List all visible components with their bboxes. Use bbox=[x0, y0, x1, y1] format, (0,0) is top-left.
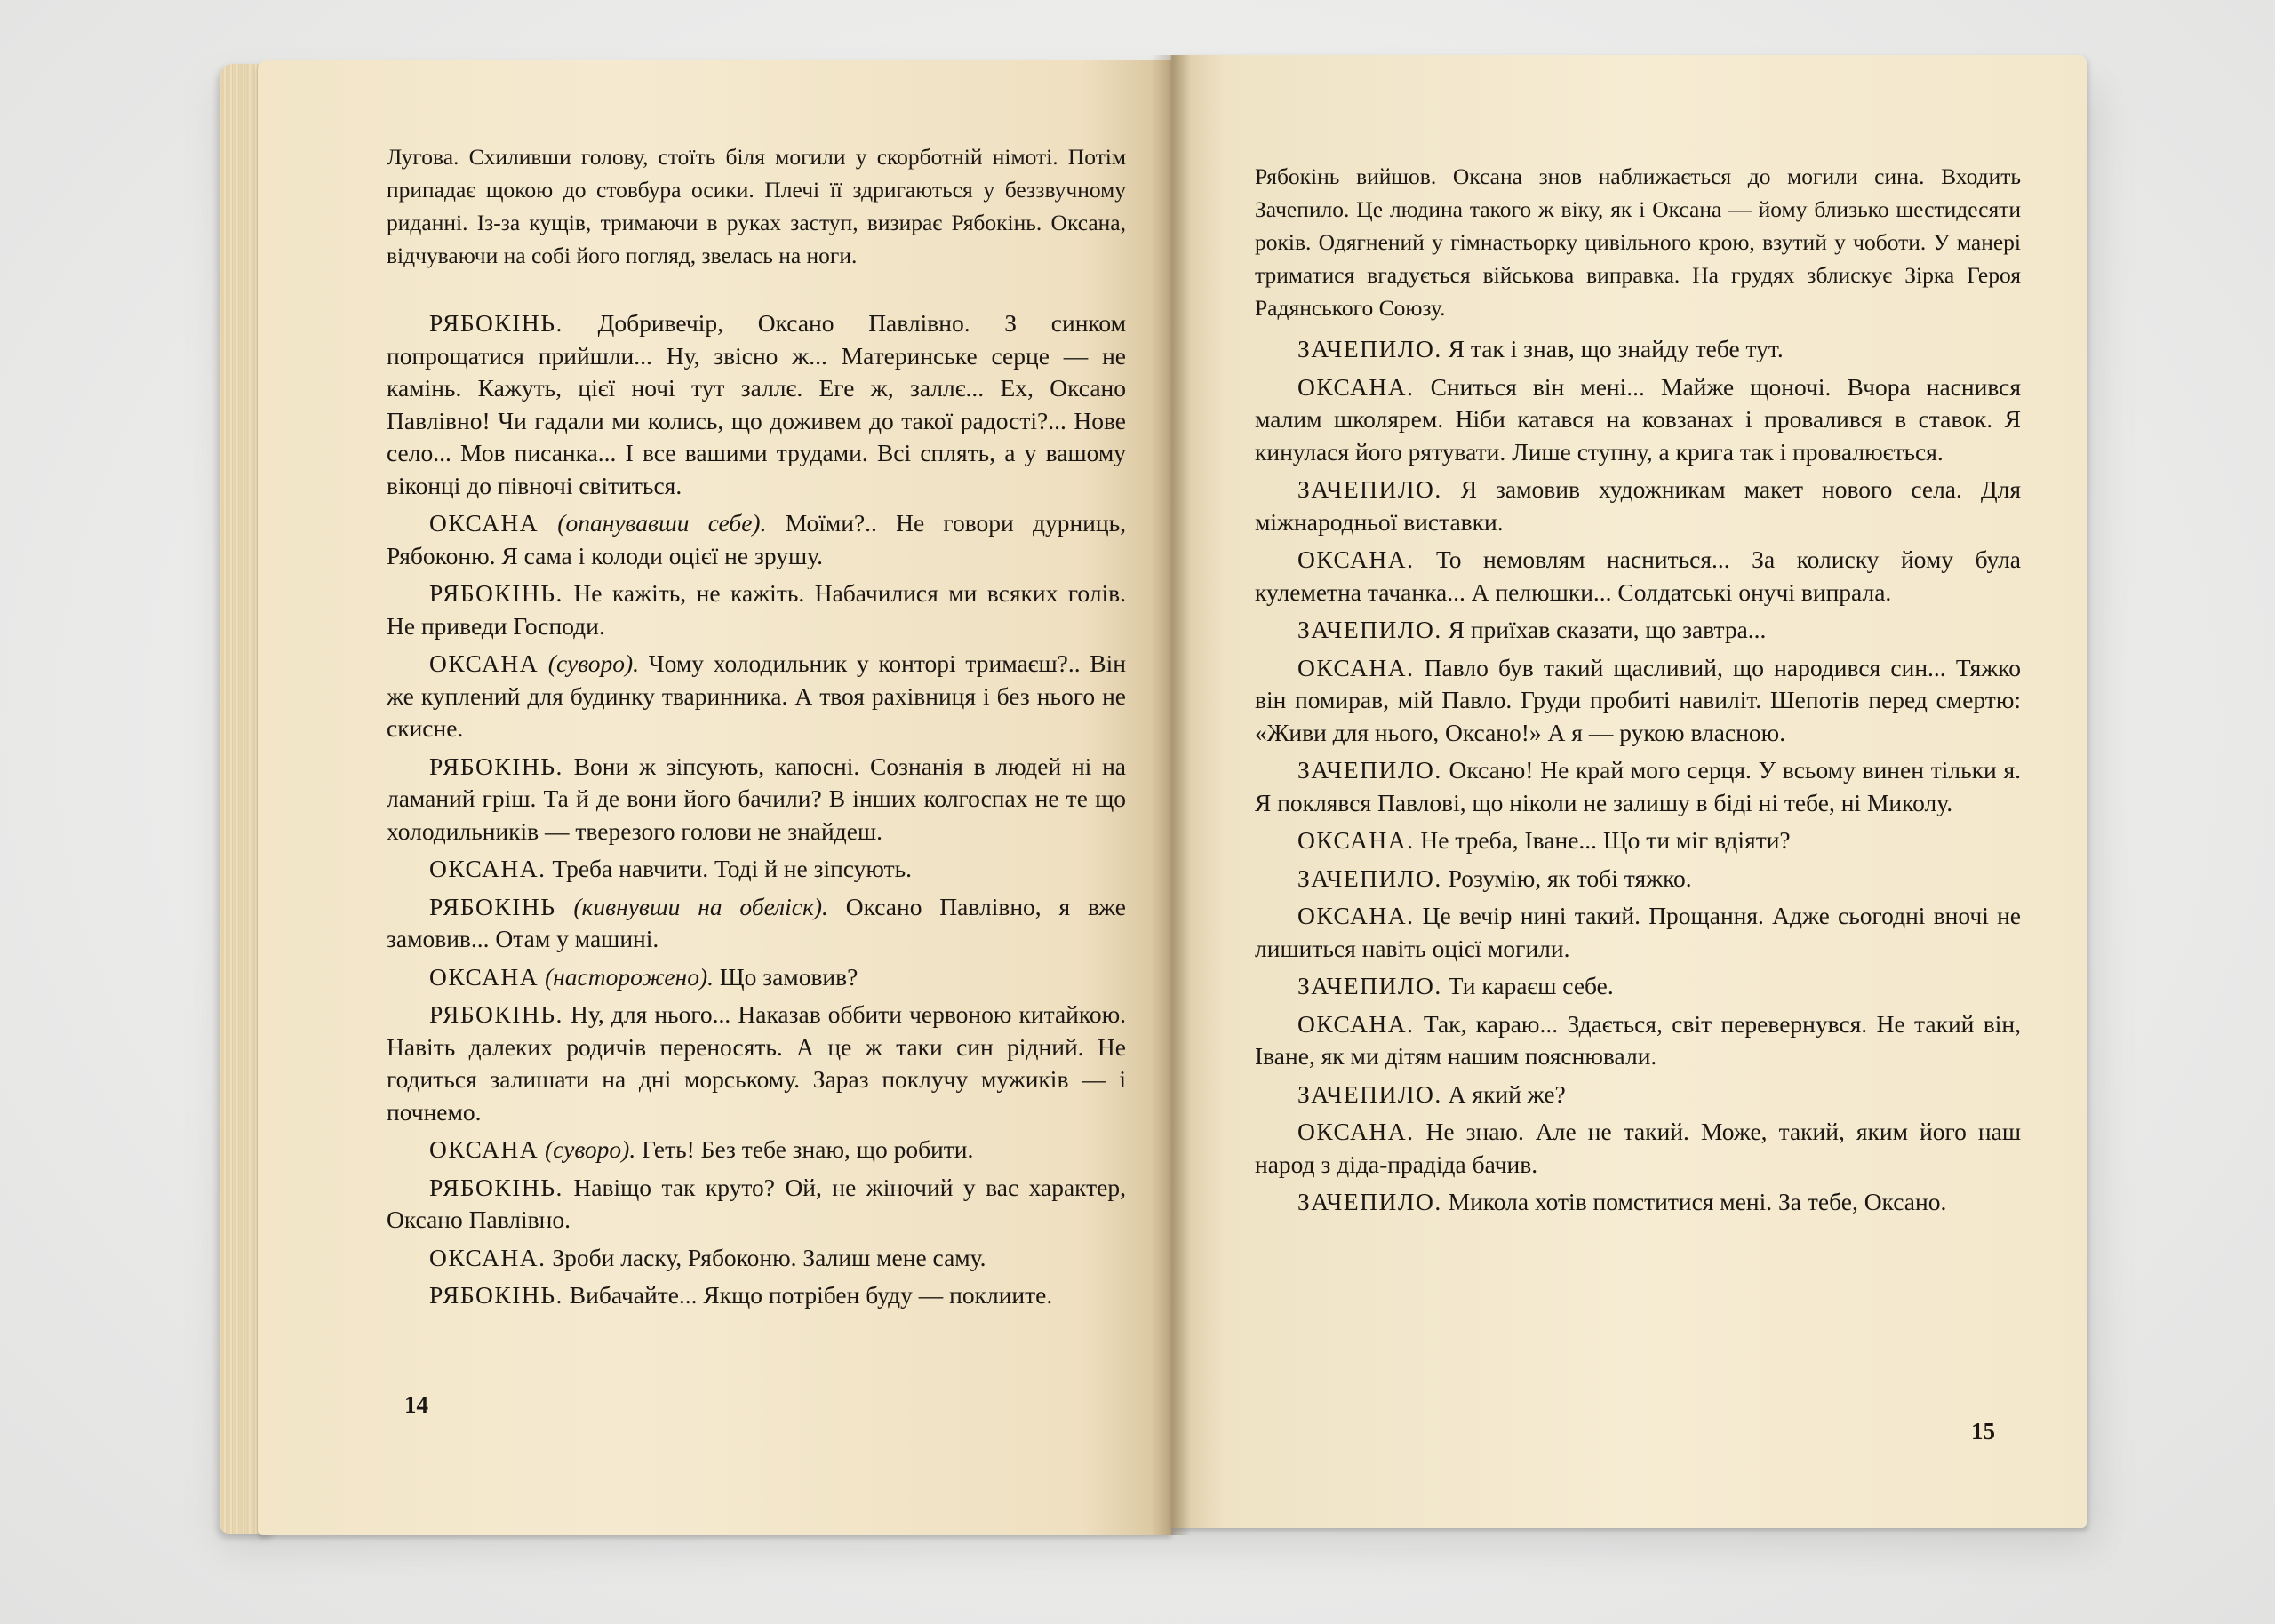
dialogue-text: Вибачайте... Якщо потрібен буду — поклиите. bbox=[569, 1281, 1053, 1309]
speaker-name: ЗАЧЕПИЛО. bbox=[1297, 756, 1442, 784]
dialogue-line bbox=[1255, 474, 2021, 538]
dialogue-text: Не треба, Іване... Що ти міг вдіяти? bbox=[1420, 826, 1791, 854]
speaker-name: ЗАЧЕПИЛО. bbox=[1297, 1188, 1442, 1215]
dialogue-line bbox=[1255, 970, 2021, 1003]
stage-direction: Лугова. Схиливши голову, стоїть біля могили у скорботній німоті. Потім припадає щокою до стовбура осики. Плечі її здригаються у беззвучному риданні. Із-за кущів, тримаючи в руках заступ, визирає Рябокінь. Оксана, відчуваючи на собі його погляд, звелась на ноги. bbox=[387, 144, 1126, 268]
dialogue-line bbox=[387, 853, 1126, 886]
speaker-name: ОКСАНА. bbox=[429, 1243, 547, 1271]
speaker-name: ОКСАНА. bbox=[1297, 1118, 1415, 1145]
dialogue-line bbox=[1255, 371, 2021, 469]
left-page bbox=[258, 60, 1171, 1535]
speaker-name: ОКСАНА. bbox=[1297, 902, 1415, 929]
dialogue-line bbox=[387, 891, 1126, 956]
dialogue-line bbox=[387, 1134, 1126, 1166]
dialogue-text: Микола хотів помститися мені. За тебе, Оксано. bbox=[1448, 1188, 1947, 1215]
dialogue-line bbox=[1255, 863, 2021, 896]
stage-remark: (суворо). bbox=[547, 649, 640, 677]
dialogue-text: А який же? bbox=[1448, 1079, 1566, 1108]
speaker-name: ОКСАНА bbox=[429, 962, 539, 991]
dialogue-line bbox=[1255, 614, 2021, 647]
dialogue-text: Ти караєш себе. bbox=[1448, 972, 1614, 999]
dialogue-text: Оксано Павлівно, я вже замовив... Отам у машині. bbox=[387, 892, 1127, 952]
dialogue-line bbox=[1255, 1186, 2021, 1219]
dialogue-line bbox=[1255, 1116, 2021, 1181]
page-number: 14 bbox=[404, 1391, 428, 1418]
left-page-text bbox=[387, 140, 1126, 1318]
dialogue-line bbox=[387, 1242, 1126, 1275]
speaker-name: ОКСАНА bbox=[429, 509, 539, 537]
dialogue-text: Добривечір, Оксано Павлівно. З синком попрощатися прийшли... Ну, звісно ж... Материнське серце — не камінь. Кажуть, цієї ночі тут заллє. Еге ж, заллє... Ех, Оксано Павлівно! Чи гадали ми колись, що доживем до такої радості?... Нове село... Мов писанка... І все вашими трудами. Всі сплять, а у вашому віконці до півночі світиться. bbox=[387, 309, 1127, 499]
dialogue-text: Оксано! Не край мого серця. У всьому винен тільки я. Я поклявся Павлові, що ніколи не залишу в біді ні тебе, ні Миколу. bbox=[1255, 756, 2022, 816]
dialogue-line bbox=[1255, 1008, 2021, 1073]
stage-remark: (опанувавши себе). bbox=[557, 509, 767, 537]
speaker-name: РЯБОКІНЬ. bbox=[429, 579, 563, 607]
stage-remark: (суворо). bbox=[544, 1135, 636, 1163]
dialogue-text: Не знаю. Але не такий. Може, такий, яким його наш народ з діда-прадіда бачив. bbox=[1255, 1118, 2022, 1178]
dialogue-line bbox=[387, 577, 1126, 642]
dialogue-line bbox=[387, 751, 1126, 848]
dialogue-line bbox=[387, 648, 1126, 745]
speaker-name: ОКСАНА. bbox=[1297, 372, 1415, 401]
dialogue-line bbox=[1255, 1079, 2021, 1111]
stage-remark: (насторожено). bbox=[544, 962, 714, 991]
stage-direction: Рябокінь вийшов. Оксана знов наближається до могили сина. Входить Зачепило. Це людина такого ж віку, як і Оксана — йому близько шестидесяти років. Одягнений у гімнастьорку цивільного крою, взутий у чоботи. У манері триматися вгадується військова виправка. На грудях зблискує Зірка Героя Радянського Союзу. bbox=[1255, 163, 2021, 321]
speaker-name: ЗАЧЕПИЛО. bbox=[1297, 972, 1442, 999]
dialogue-line bbox=[387, 961, 1126, 994]
dialogue-text: Вони ж зіпсують, капосні. Сознанія в людей ні на ламаний гріш. Та й де вони його бачили? В інших колгоспах не те що холодильників — тверезого голови не знайдеш. bbox=[387, 752, 1126, 845]
dialogue-line bbox=[1255, 900, 2021, 965]
speaker-name: РЯБОКІНЬ. bbox=[429, 1173, 563, 1201]
dialogue-text: Я так і знав, що знайду тебе тут. bbox=[1448, 335, 1784, 362]
dialogue-line bbox=[1255, 544, 2021, 609]
speaker-name: ОКСАНА. bbox=[1297, 826, 1415, 854]
dialogue-text: Це вечір нині такий. Прощання. Адже сьогодні вночі не лишиться навіть оцієї могили. bbox=[1255, 902, 2021, 962]
page-number: 15 bbox=[1971, 1418, 1995, 1445]
speaker-name: ОКСАНА. bbox=[1297, 653, 1415, 681]
speaker-name: РЯБОКІНЬ bbox=[429, 892, 556, 920]
dialogue-text: Ну, для нього... Наказав оббити червоною китайкою. Навіть далеких родичів переносять. А це ж таки син рідний. Не годиться залишати на дні морському. Зараз поклучу мужиків — і почнемо. bbox=[387, 1000, 1127, 1126]
dialogue-text: Я замовив художникам макет нового села. Для міжнародньої виставки. bbox=[1255, 475, 2021, 536]
speaker-name: ЗАЧЕПИЛО. bbox=[1297, 864, 1442, 892]
dialogue-text: Павло був такий щасливий, що народився син... Тяжко він помирав, мій Павло. Груди пробиті навиліт. Шепотів перед смертю: «Живи для нього, Оксано!» А я — рукою власною. bbox=[1255, 653, 2021, 746]
dialogue-line bbox=[387, 1172, 1126, 1237]
dialogue-line bbox=[1255, 652, 2021, 750]
dialogue-text: Розумію, як тобі тяжко. bbox=[1448, 864, 1692, 892]
dialogue-line bbox=[1255, 333, 2021, 366]
speaker-name: ЗАЧЕПИЛО. bbox=[1297, 335, 1442, 362]
dialogue-line bbox=[1255, 824, 2021, 857]
dialogue-text: Не кажіть, не кажіть. Набачилися ми всяких голів. Не приведи Господи. bbox=[387, 579, 1126, 640]
dialogue-line bbox=[387, 307, 1126, 502]
dialogue-text: Моїми?.. Не говори дурниць, Рябоконю. Я сама і колоди оцієї не зрушу. bbox=[387, 509, 1127, 569]
right-page-text bbox=[1255, 160, 2021, 1224]
speaker-name: ОКСАНА. bbox=[1297, 1009, 1415, 1038]
book-gutter bbox=[1152, 55, 1191, 1535]
speaker-name: РЯБОКІНЬ. bbox=[429, 1281, 563, 1309]
dialogue-text: Треба навчити. Тоді й не зіпсують. bbox=[552, 855, 913, 882]
speaker-name: ЗАЧЕПИЛО. bbox=[1297, 1079, 1442, 1108]
dialogue-text: Геть! Без тебе знаю, що робити. bbox=[642, 1135, 974, 1163]
dialogue-line bbox=[387, 507, 1126, 572]
speaker-name: ОКСАНА bbox=[429, 649, 539, 677]
dialogue-text: Зроби ласку, Рябоконю. Залиш мене саму. bbox=[552, 1243, 986, 1271]
dialogue-text: Чому холодильник у конторі тримаєш?.. Він же куплений для будинку тваринника. А твоя рахівниця і без нього не скисне. bbox=[387, 649, 1126, 742]
dialogue-text: Я приїхав сказати, що завтра... bbox=[1448, 616, 1767, 643]
speaker-name: ОКСАНА bbox=[429, 1135, 539, 1163]
speaker-name: РЯБОКІНЬ. bbox=[429, 1000, 563, 1028]
dialogue-line bbox=[387, 1279, 1126, 1312]
dialogue-text: Навіщо так круто? Ой, не жіночий у вас характер, Оксано Павлівно. bbox=[387, 1173, 1127, 1233]
speaker-name: ЗАЧЕПИЛО. bbox=[1297, 616, 1442, 643]
speaker-name: РЯБОКІНЬ. bbox=[429, 309, 563, 337]
dialogue-text: То немовлям насниться... За колиску йому була кулеметна тачанка... А пелюшки... Солдатські онучі випрала. bbox=[1255, 545, 2022, 606]
speaker-name: ОКСАНА. bbox=[1297, 545, 1415, 573]
dialogue-text: Сниться він мені... Майже щоночі. Вчора наснився малим школярем. Ніби катався на ковзанах і провалився в ставок. Я кинулася його рятувати. Лише ступну, а крига так і провалюється. bbox=[1255, 372, 2021, 466]
dialogue-line bbox=[387, 999, 1126, 1128]
dialogue-text: Так, караю... Здається, світ перевернувся. Не такий він, Іване, як ми дітям нашим пояснювали. bbox=[1255, 1009, 2022, 1070]
speaker-name: РЯБОКІНЬ. bbox=[429, 752, 563, 780]
dialogue-list bbox=[1255, 333, 2021, 1219]
dialogue-list bbox=[387, 307, 1126, 1312]
right-page bbox=[1171, 55, 2087, 1528]
speaker-name: ОКСАНА. bbox=[429, 855, 547, 882]
dialogue-text: Що замовив? bbox=[719, 962, 858, 991]
dialogue-line bbox=[1255, 754, 2021, 819]
speaker-name: ЗАЧЕПИЛО. bbox=[1297, 475, 1442, 503]
stage-remark: (кивнувши на обеліск). bbox=[573, 892, 828, 920]
